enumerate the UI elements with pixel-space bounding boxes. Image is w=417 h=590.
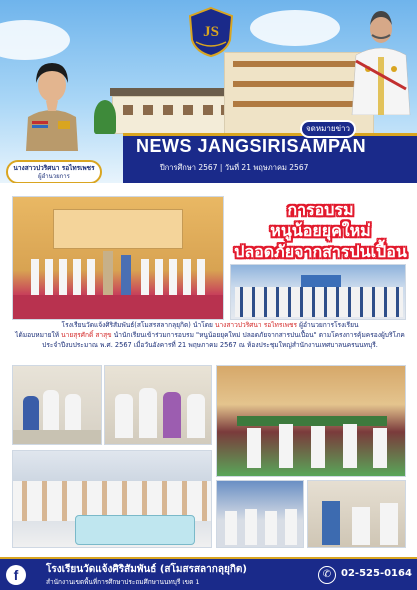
tree	[94, 100, 116, 134]
school-building-roof	[110, 88, 240, 96]
photo-student-activity	[307, 480, 406, 548]
phone-number[interactable]: 02-525-0164	[341, 568, 412, 579]
school-building	[112, 96, 238, 134]
issue-date: ปีการศึกษา 2567 | วันที่ 21 พฤษภาคม 2567	[160, 163, 309, 172]
footer-school-name: โรงเรียนวัดแจ้งศิริสัมพันธ์ (สโมสรสลากลุยุกิต)	[46, 564, 247, 575]
director-name: นางสาวปวริศนา รอไทรเพชร	[13, 164, 95, 172]
teacher-mention: นายสุรศักดิ์ สาสุข	[61, 331, 112, 339]
header-banner	[0, 0, 417, 183]
director-name-tag	[6, 160, 102, 183]
story-text: โรงเรียนวัดแจ้งศิริสัมพันธ์(สโมสรสลากลุยุกิต) นำโดย นางสาวปวริศนา รอไทรเพชร ผู้อำนวยการโรงเรียน ได้มอบหมายให้ นายสุรศักดิ์ สาสุข นำนักเรียนเข้าร่วมการอบรม "หนูน้อยยุคใหม่ ปลอดภัยจากสารปนเปื้อน" ตามโครงการคุ้มครองผู้บริโภค ประจำปีงบประมาณ พ.ศ. 2567 เมื่อวันอังคารที่ 21 พฤษภาคม 2567 ณ ห้องประชุมใหญ่สำนักงานเทศบาลนครนนทบุรี.	[15, 321, 405, 349]
newsletter-tag: จดหมายข่าว	[300, 120, 356, 138]
king-portrait	[348, 5, 414, 115]
headline-line-3: ปลอดภัยจากสารปนเปื้อน	[234, 242, 407, 261]
photo-group-with-banner	[12, 450, 212, 548]
cloud	[0, 20, 70, 60]
footer-office: สำนักงานเขตพื้นที่การศึกษาประถมศึกษานนทบุรี เขต 1	[46, 578, 200, 586]
photo-students-table-2	[104, 365, 212, 445]
director-mention: นางสาวปวริศนา รอไทรเพชร	[214, 321, 298, 329]
photo-students-table-1	[12, 365, 102, 445]
school-logo	[186, 6, 236, 58]
director-title: ผู้อำนวยการ	[38, 173, 70, 180]
facebook-icon[interactable]: f	[6, 565, 26, 585]
headline-line-2: หนูน้อยยุคใหม่	[270, 221, 371, 240]
footer	[0, 557, 417, 590]
page-title: NEWS JANGSIRISAMPAN	[136, 136, 367, 156]
headline-line-1: การอบรม	[287, 200, 354, 219]
director-photo	[18, 55, 86, 151]
svg-text:JS: JS	[203, 24, 219, 40]
headline	[233, 199, 408, 262]
phone-icon: ✆	[318, 566, 336, 584]
photo-students-seated	[216, 365, 406, 477]
cloud	[250, 10, 340, 46]
photo-stage-ceremony	[12, 196, 224, 320]
photo-group	[230, 264, 406, 320]
photo-hall-students	[216, 480, 304, 548]
